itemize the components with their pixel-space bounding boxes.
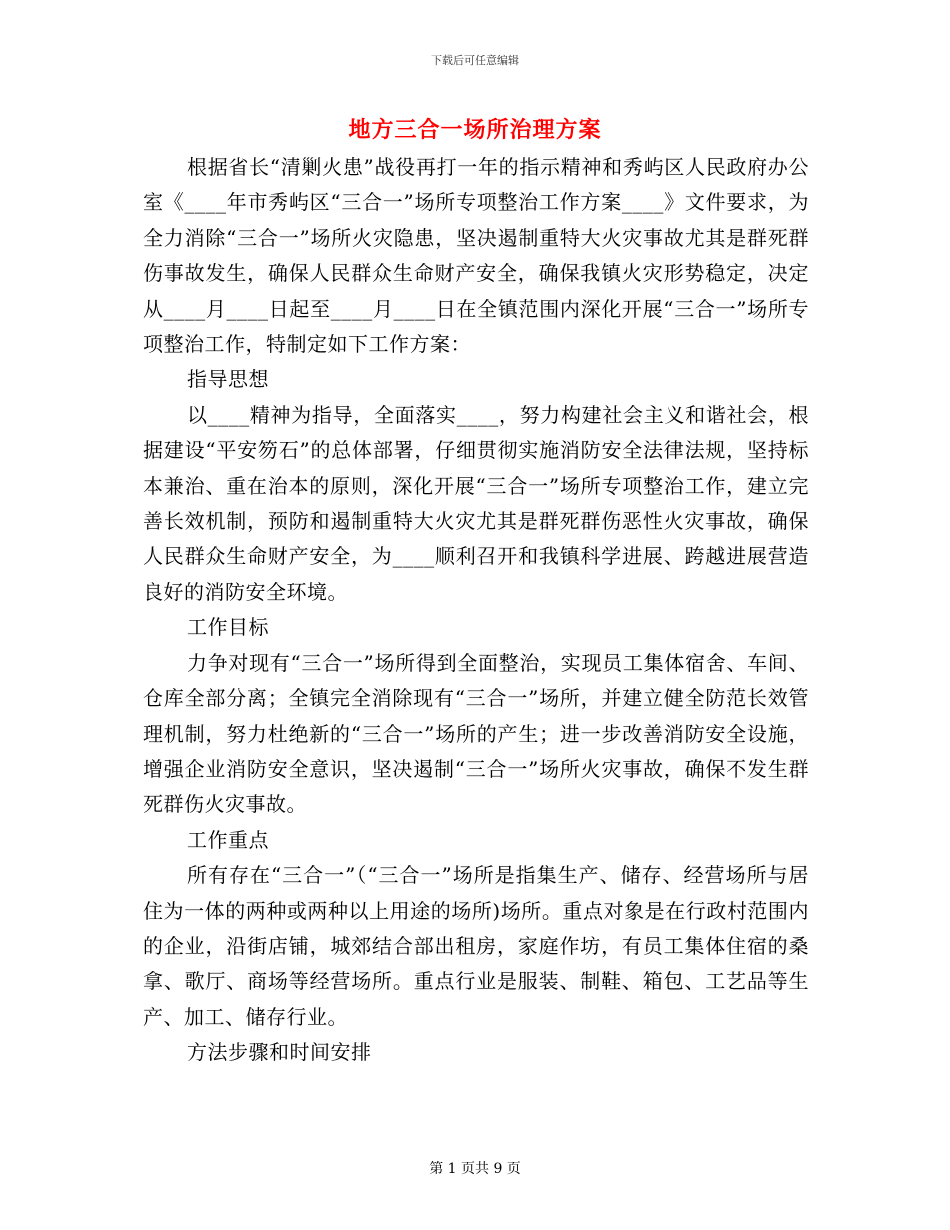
page-footer: 第 1 页共 9 页 [429,1161,521,1177]
intro-paragraph: 根据省长“清剿火患”战役再打一年的指示精神和秀屿区人民政府办公室《____年市秀屿区“三合一”场所专项整治工作方案____》文件要求，为全力消除“三合一”场所火灾隐患，坚决遏制重特大火灾事故尤其是群死群伤事故发生，确保人民群众生命财产安全，确保我镇火灾形势稳定，决定从____月____日起至____月____日在全镇范围内深化开展“三合一”场所专项整治工作，特制定如下工作方案： [143,155,809,357]
focus-heading: 工作重点 [187,827,269,852]
steps-heading: 方法步骤和时间安排 [187,1040,372,1065]
header-note: 下载后可任意编辑 [431,54,519,67]
goal-heading: 工作目标 [187,615,269,640]
goal-paragraph: 力争对现有“三合一”场所得到全面整治，实现员工集体宿舍、车间、仓库全部分离；全镇完全消除现有“三合一”场所，并建立健全防范长效管理机制，努力杜绝新的“三合一”场所的产生；进一步改善消防安全设施，增强企业消防安全意识，坚决遏制“三合一”场所火灾事故，确保不发生群死群伤火灾事故。 [143,650,809,817]
document-title: 地方三合一场所治理方案 [348,117,602,143]
guiding-paragraph: 以____精神为指导，全面落实____，努力构建社会主义和谐社会，根据建设“平安笏石”的总体部署，仔细贯彻实施消防安全法律法规，坚持标本兼治、重在治本的原则，深化开展“三合一”场所专项整治工作，建立完善长效机制，预防和遏制重特大火灾尤其是群死群伤恶性火灾事故，确保人民群众生命财产安全，为____顺利召开和我镇科学进展、跨越进展营造良好的消防安全环境。 [143,402,809,604]
focus-paragraph: 所有存在“三合一”（“三合一”场所是指集生产、储存、经营场所与居住为一体的两种或两种以上用途的场所)场所。重点对象是在行政村范围内的企业，沿街店铺，城郊结合部出租房，家庭作坊，有员工集体住宿的桑拿、歌厅、商场等经营场所。重点行业是服装、制鞋、箱包、工艺品等生产、加工、储存行业。 [143,863,809,1029]
document-body [143,150,809,1071]
guiding-heading: 指导思想 [187,367,269,392]
